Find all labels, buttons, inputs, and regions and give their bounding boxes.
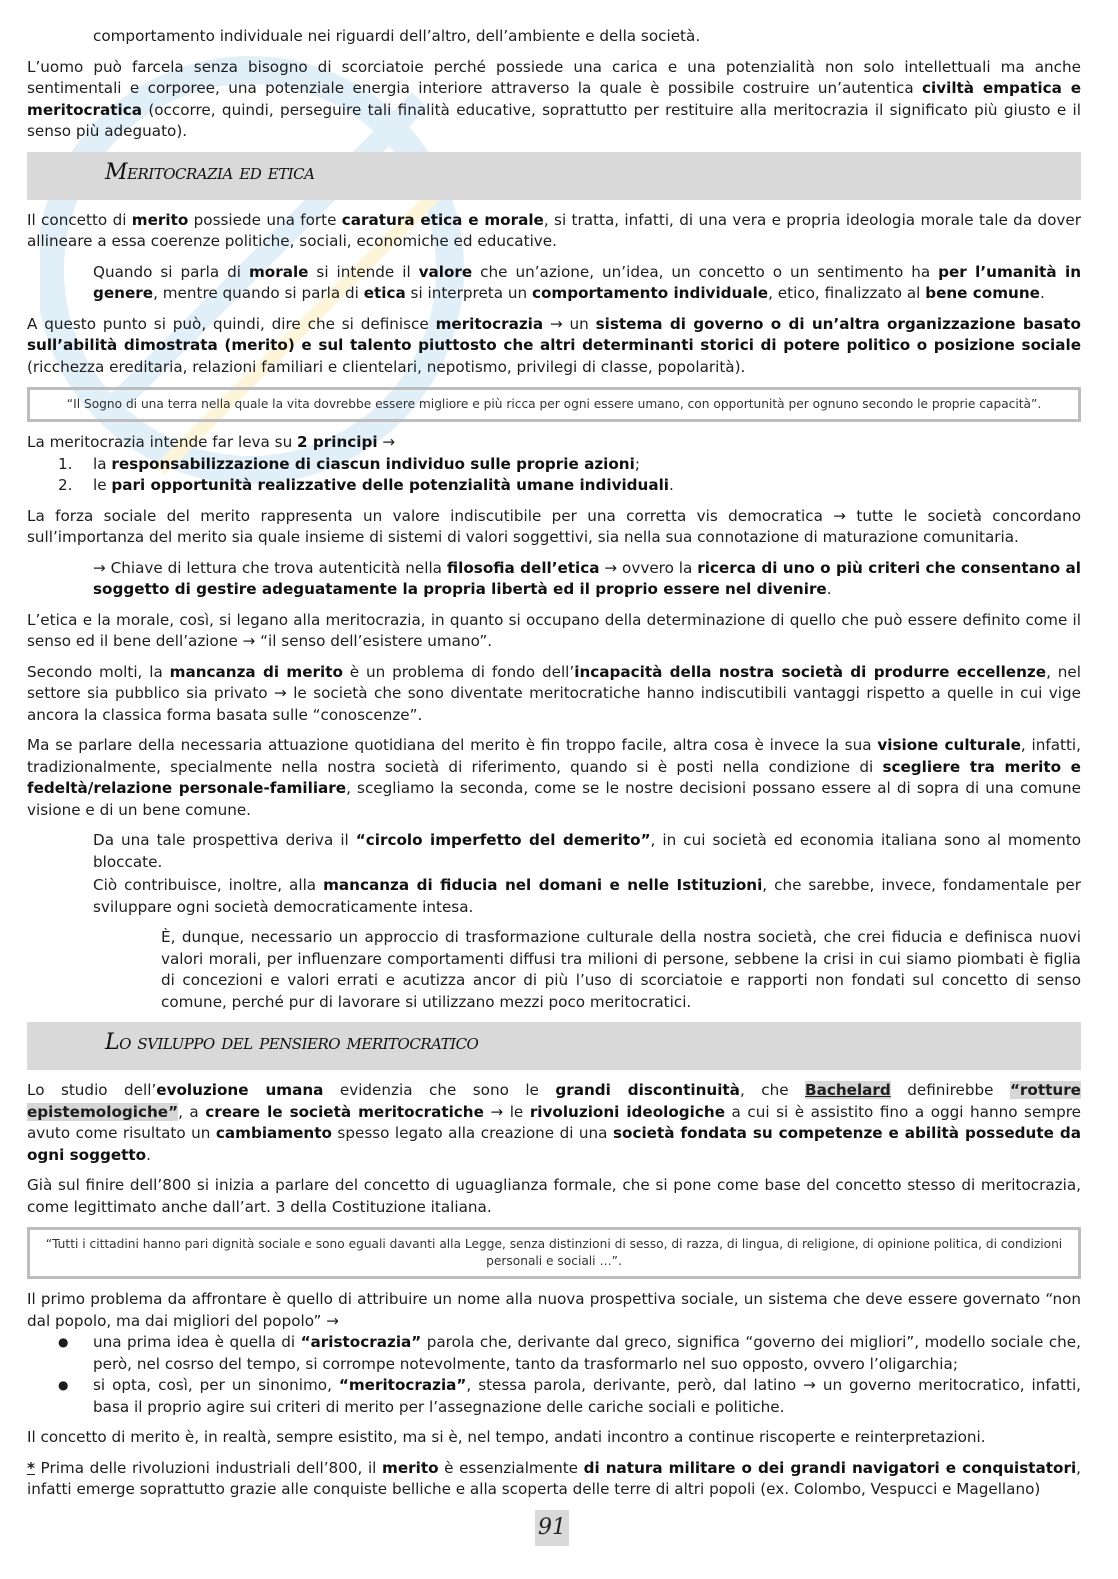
paragraph-principi: La meritocrazia intende far leva su 2 principi → xyxy=(27,433,396,451)
paragraph-fiducia: Ciò contribuisce, inoltre, alla mancanza di fiducia nel domani e nelle Istituzioni, che sarebbe, invece, fondamentale per sviluppare ogni società democraticamente intesa. xyxy=(93,876,1082,916)
paragraph-concetto-merito: Il concetto di merito possiede una forte caratura etica e morale, si tratta, infatti, di una vera e propria ideologia morale tale da dover allineare a essa coerenze politiche, sociali, economiche ed educative. xyxy=(27,210,1081,250)
paragraph-intro-continuation: comportamento individuale nei riguardi dell’altro, dell’ambiente e della società. xyxy=(93,27,701,45)
bullet-list xyxy=(27,1332,1081,1418)
section-heading-meritocrazia-etica: Meritocrazia ed etica xyxy=(27,152,1081,200)
section-heading-sviluppo-pensiero: Lo sviluppo del pensiero meritocratico xyxy=(27,1022,1081,1070)
list-item: ● si opta, così, per un sinonimo, “meritocrazia”, stessa parola, derivante, però, dal latino → un governo meritocratico, infatti, basa il proprio agire sui criteri di merito per l’assegnazione delle cariche sociali e politiche. xyxy=(58,1376,1082,1416)
paragraph-prima-rivoluzioni: * Prima delle rivoluzioni industriali dell’800, il merito è essenzialmente di natura militare o dei grandi navigatori e conquistatori, infatti emerge soprattutto grazie alle conquiste belliche e alla scoperta delle terre di altri popoli (ex. Colombo, Vespucci e Magellano) xyxy=(27,1458,1081,1498)
bullet-icon: ● xyxy=(58,1335,69,1349)
quote-box-costituzione: “Tutti i cittadini hanno pari dignità sociale e sono eguali davanti alla Legge, senza distinzioni di sesso, di razza, di lingua, di religione, di opinione politica, di condizioni personali e sociali …”. xyxy=(27,1227,1081,1279)
paragraph-primo-problema: Il primo problema da affrontare è quello di attribuire un nome alla nuova prospettiva sociale, un sistema che deve essere governato “non dal popolo, ma dai migliori del popolo” → xyxy=(27,1290,1081,1330)
list-item: ● una prima idea è quella di “aristocrazia” parola che, derivante dal greco, significa “governo dei migliori”, modello sociale che, però, nel cosrso del tempo, si corrompe notevolmente, tanto da trasformarlo nel suo opposto, ovvero l’oligarchia; xyxy=(58,1333,1081,1373)
list-item: 2. le pari opportunità realizzative delle potenzialità umane individuali. xyxy=(58,476,674,494)
paragraph-chiave-lettura: → Chiave di lettura che trova autenticità nella filosofia dell’etica → ovvero la ricerca di uno o più criteri che consentano al soggetto di gestire adeguatamente la propria libertà ed il proprio essere nel divenire. xyxy=(93,558,1082,598)
list-item: 1. la responsabilizzazione di ciascun individuo sulle proprie azioni; xyxy=(58,454,640,473)
bullet-icon: ● xyxy=(58,1378,69,1392)
quote-box-sogno: “Il Sogno di una terra nella quale la vita dovrebbe essere migliore e più ricca per ogni essere umano, con opportunità per ognuno secondo le proprie capacità”. xyxy=(27,387,1081,422)
paragraph-definizione-meritocrazia: A questo punto si può, quindi, dire che si definisce meritocrazia → un sistema di governo o di un’altra organizzazione basato sull’abilità dimostrata (merito) e sul talento piuttosto che altri determinanti storici di potere politico o posizione sociale (ricchezza ereditaria, relazioni familiari e clientelari, nepotismo, privilegi di classe, popolarità). xyxy=(27,314,1081,376)
paragraph-forza-sociale: La forza sociale del merito rappresenta un valore indiscutibile per una corretta vis democratica → tutte le società concordano sull’importanza del merito sia quale insieme di sistemi di valori soggettivi, sia nella sua connotazione di maturazione comunitaria. xyxy=(27,506,1081,546)
principles-list xyxy=(27,454,1081,497)
paragraph-concetto-sempre-esistito: Il concetto di merito è, in realtà, sempre esistito, ma si è, nel tempo, andati incontro a continue riscoperte e reinterpretazioni. xyxy=(27,1428,986,1446)
paragraph-evoluzione-umana: Lo studio dell’evoluzione umana evidenzia che sono le grandi discontinuità, che Bachelard definirebbe “rotture epistemologiche”, a creare le società meritocratiche → le rivoluzioni ideologiche a cui si è assistito fino a oggi hanno sempre avuto come risultato un cambiamento spesso legato alla creazione di una società fondata su competenze e abilità possedute da ogni soggetto. xyxy=(27,1081,1081,1164)
paragraph-visione-culturale: Ma se parlare della necessaria attuazione quotidiana del merito è fin troppo facile, altra cosa è invece la sua visione culturale, infatti, tradizionalmente, specialmente nella nostra società di riferimento, quando si è posti nella condizione di scegliere tra merito e fedeltà/relazione personale-familiare, scegliamo la seconda, come se le nostre decisioni possano essere al di sopra di una comune visione e di un bene comune. xyxy=(27,736,1081,819)
paragraph-civilta-empatica: L’uomo può farcela senza bisogno di scorciatoie perché possiede una carica e una potenzialità non solo intellettuali ma anche sentimentali e corporee, una potenziale energia interiore attraverso la quale è possibile costruire un’autentica civiltà empatica e meritocratica (occorre, quindi, perseguire tali finalità educative, soprattutto per restituire alla meritocrazia il significato più giusto e il senso più adeguato). xyxy=(27,57,1081,140)
paragraph-uguaglianza-formale: Già sul finire dell’800 si inizia a parlare del concetto di uguaglianza formale, che si pone come base del concetto stesso di meritocrazia, come legittimato anche dall’art. 3 della Costituzione italiana. xyxy=(27,1176,1081,1216)
paragraph-morale-etica: Quando si parla di morale si intende il valore che un’azione, un’idea, un concetto o un sentimento ha per l’umanità in genere, mentre quando si parla di etica si interpreta un comportamento individuale, etico, finalizzato al bene comune. xyxy=(93,262,1082,302)
paragraph-trasformazione-culturale: È, dunque, necessario un approccio di trasformazione culturale della nostra società, che crei fiducia e definisca nuovi valori morali, per influenzare comportamenti diffusi tra milioni di persone, sebbene la crisi in cui siamo piombati è figlia di concezioni e valori errati e acutizza ancor di più l’uso di scorciatoie e rapporti non fondati sul concetto di senso comune, perché pur di lavorare si utilizzano mezzi poco meritocratici. xyxy=(161,928,1081,1011)
paragraph-etica-morale: L’etica e la morale, così, si legano alla meritocrazia, in quanto si occupano della determinazione di quello che può essere definito come il senso ed il bene dell’azione → “il senso dell’esistere umano”. xyxy=(27,610,1081,650)
page-number: 91 xyxy=(535,1510,569,1546)
paragraph-mancanza-merito: Secondo molti, la mancanza di merito è un problema di fondo dell’incapacità della nostra società di produrre eccellenze, nel settore sia pubblico sia privato → le società che sono diventate meritocratiche hanno indiscutibili vantaggi rispetto a quelle in cui vige ancora la classica forma basata sulle “conoscenze”. xyxy=(27,662,1081,724)
paragraph-circolo-demerito: Da una tale prospettiva deriva il “circolo imperfetto del demerito”, in cui società ed economia italiana sono al momento bloccate. xyxy=(93,831,1081,871)
